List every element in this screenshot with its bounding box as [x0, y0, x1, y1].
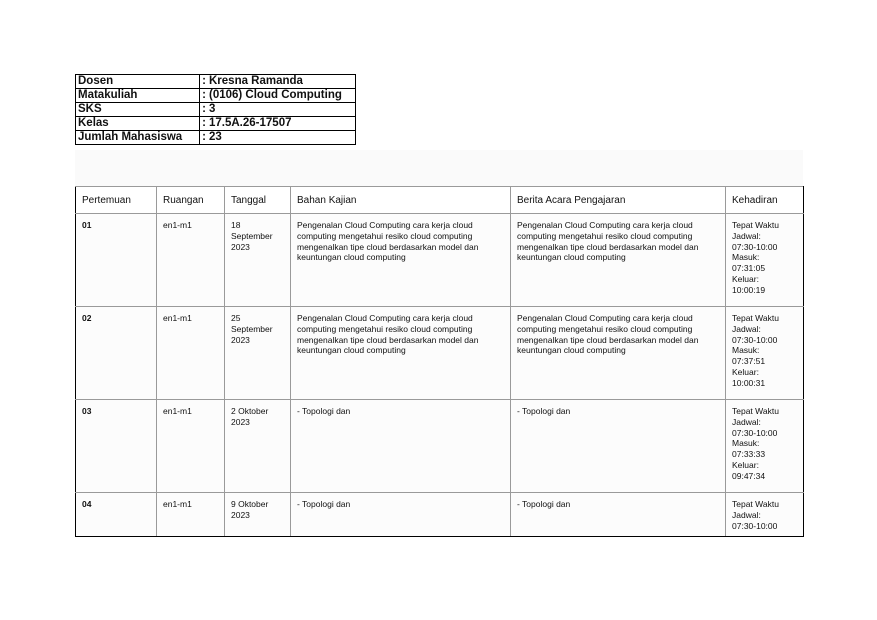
- course-info-table: [75, 74, 356, 145]
- info-row-kelas: [76, 117, 356, 131]
- cell-pertemuan: 01: [76, 214, 157, 307]
- attendance-masuk-label: Masuk:: [732, 345, 760, 356]
- attendance-jadwal: 07:30-10:00: [732, 520, 778, 531]
- info-label: SKS: [76, 103, 200, 117]
- table-row: [76, 307, 804, 400]
- attendance-masuk: 07:37:51: [732, 356, 766, 367]
- attendance-status: Tepat Waktu: [732, 499, 779, 509]
- cell-pertemuan: 03: [76, 400, 157, 493]
- cell-kehadiran: [726, 214, 804, 307]
- info-value: (0106) Cloud Computing: [207, 89, 356, 103]
- attendance-masuk-label: Masuk:: [732, 252, 760, 263]
- cell-bahan-kajian: Pengenalan Cloud Computing cara kerja cloud computing mengetahui resiko cloud computing mengenalkan tipe cloud berdasarkan model dan keuntungan cloud computing: [291, 307, 511, 400]
- cell-kehadiran: [726, 307, 804, 400]
- attendance-jadwal: 07:30-10:00: [732, 241, 778, 252]
- info-label: Dosen: [76, 75, 200, 89]
- info-label: Jumlah Mahasiswa: [76, 131, 200, 145]
- attendance-jadwal-label: Jadwal:: [732, 230, 761, 241]
- attendance-jadwal-label: Jadwal:: [732, 416, 761, 427]
- cell-pertemuan: 04: [76, 493, 157, 537]
- info-separator: :: [200, 89, 208, 103]
- cell-berita-acara: - Topologi dan: [511, 493, 726, 537]
- attendance-jadwal: 07:30-10:00: [732, 334, 778, 345]
- attendance-jadwal-label: Jadwal:: [732, 509, 761, 520]
- column-header-kehadiran: Kehadiran: [726, 187, 804, 214]
- cell-ruangan: en1-m1: [157, 400, 225, 493]
- info-value: 23: [207, 131, 356, 145]
- cell-ruangan: en1-m1: [157, 493, 225, 537]
- info-label: Kelas: [76, 117, 200, 131]
- cell-pertemuan: 02: [76, 307, 157, 400]
- info-label: Matakuliah: [76, 89, 200, 103]
- table-row: [76, 214, 804, 307]
- cell-tanggal: 25 September 2023: [225, 307, 291, 400]
- cell-tanggal: 9 Oktober 2023: [225, 493, 291, 537]
- attendance-keluar-label: Keluar:: [732, 273, 759, 284]
- cell-kehadiran: [726, 493, 804, 537]
- cell-berita-acara: Pengenalan Cloud Computing cara kerja cloud computing mengetahui resiko cloud computing mengenalkan tipe cloud berdasarkan model dan keuntungan cloud computing: [511, 307, 726, 400]
- attendance-keluar: 09:47:34: [732, 470, 766, 481]
- info-separator: :: [200, 131, 208, 145]
- attendance-keluar: 10:00:31: [732, 377, 766, 388]
- attendance-jadwal-label: Jadwal:: [732, 323, 761, 334]
- cell-ruangan: en1-m1: [157, 214, 225, 307]
- info-row-sks: [76, 103, 356, 117]
- table-row: [76, 493, 804, 537]
- info-value: 3: [207, 103, 356, 117]
- cell-tanggal: 2 Oktober 2023: [225, 400, 291, 493]
- table-header-row: [76, 187, 804, 214]
- info-separator: :: [200, 103, 208, 117]
- attendance-status: Tepat Waktu: [732, 313, 779, 323]
- info-value: 17.5A.26-17507: [207, 117, 356, 131]
- attendance-masuk: 07:33:33: [732, 449, 766, 460]
- cell-bahan-kajian: Pengenalan Cloud Computing cara kerja cloud computing mengetahui resiko cloud computing mengenalkan tipe cloud berdasarkan model dan keuntungan cloud computing: [291, 214, 511, 307]
- info-value: Kresna Ramanda: [207, 75, 356, 89]
- cell-tanggal: 18 September 2023: [225, 214, 291, 307]
- cell-kehadiran: [726, 400, 804, 493]
- info-row-jumlah-mahasiswa: [76, 131, 356, 145]
- cell-bahan-kajian: - Topologi dan: [291, 493, 511, 537]
- attendance-keluar-label: Keluar:: [732, 459, 759, 470]
- schedule-table: [75, 186, 804, 537]
- cell-berita-acara: Pengenalan Cloud Computing cara kerja cloud computing mengetahui resiko cloud computing mengenalkan tipe cloud berdasarkan model dan keuntungan cloud computing: [511, 214, 726, 307]
- attendance-status: Tepat Waktu: [732, 406, 779, 416]
- attendance-status: Tepat Waktu: [732, 220, 779, 230]
- info-separator: :: [200, 75, 208, 89]
- column-header-ruangan: Ruangan: [157, 187, 225, 214]
- attendance-keluar-label: Keluar:: [732, 366, 759, 377]
- column-header-pertemuan: Pertemuan: [76, 187, 157, 214]
- attendance-keluar: 10:00:19: [732, 284, 766, 295]
- table-row: [76, 400, 804, 493]
- header-band: [75, 150, 803, 186]
- cell-ruangan: en1-m1: [157, 307, 225, 400]
- column-header-bahan-kajian: Bahan Kajian: [291, 187, 511, 214]
- attendance-masuk: 07:31:05: [732, 263, 766, 274]
- info-row-dosen: [76, 75, 356, 89]
- info-separator: :: [200, 117, 208, 131]
- attendance-masuk-label: Masuk:: [732, 438, 760, 449]
- cell-bahan-kajian: - Topologi dan: [291, 400, 511, 493]
- column-header-berita-acara: Berita Acara Pengajaran: [511, 187, 726, 214]
- cell-berita-acara: - Topologi dan: [511, 400, 726, 493]
- column-header-tanggal: Tanggal: [225, 187, 291, 214]
- attendance-jadwal: 07:30-10:00: [732, 427, 778, 438]
- info-row-matakuliah: [76, 89, 356, 103]
